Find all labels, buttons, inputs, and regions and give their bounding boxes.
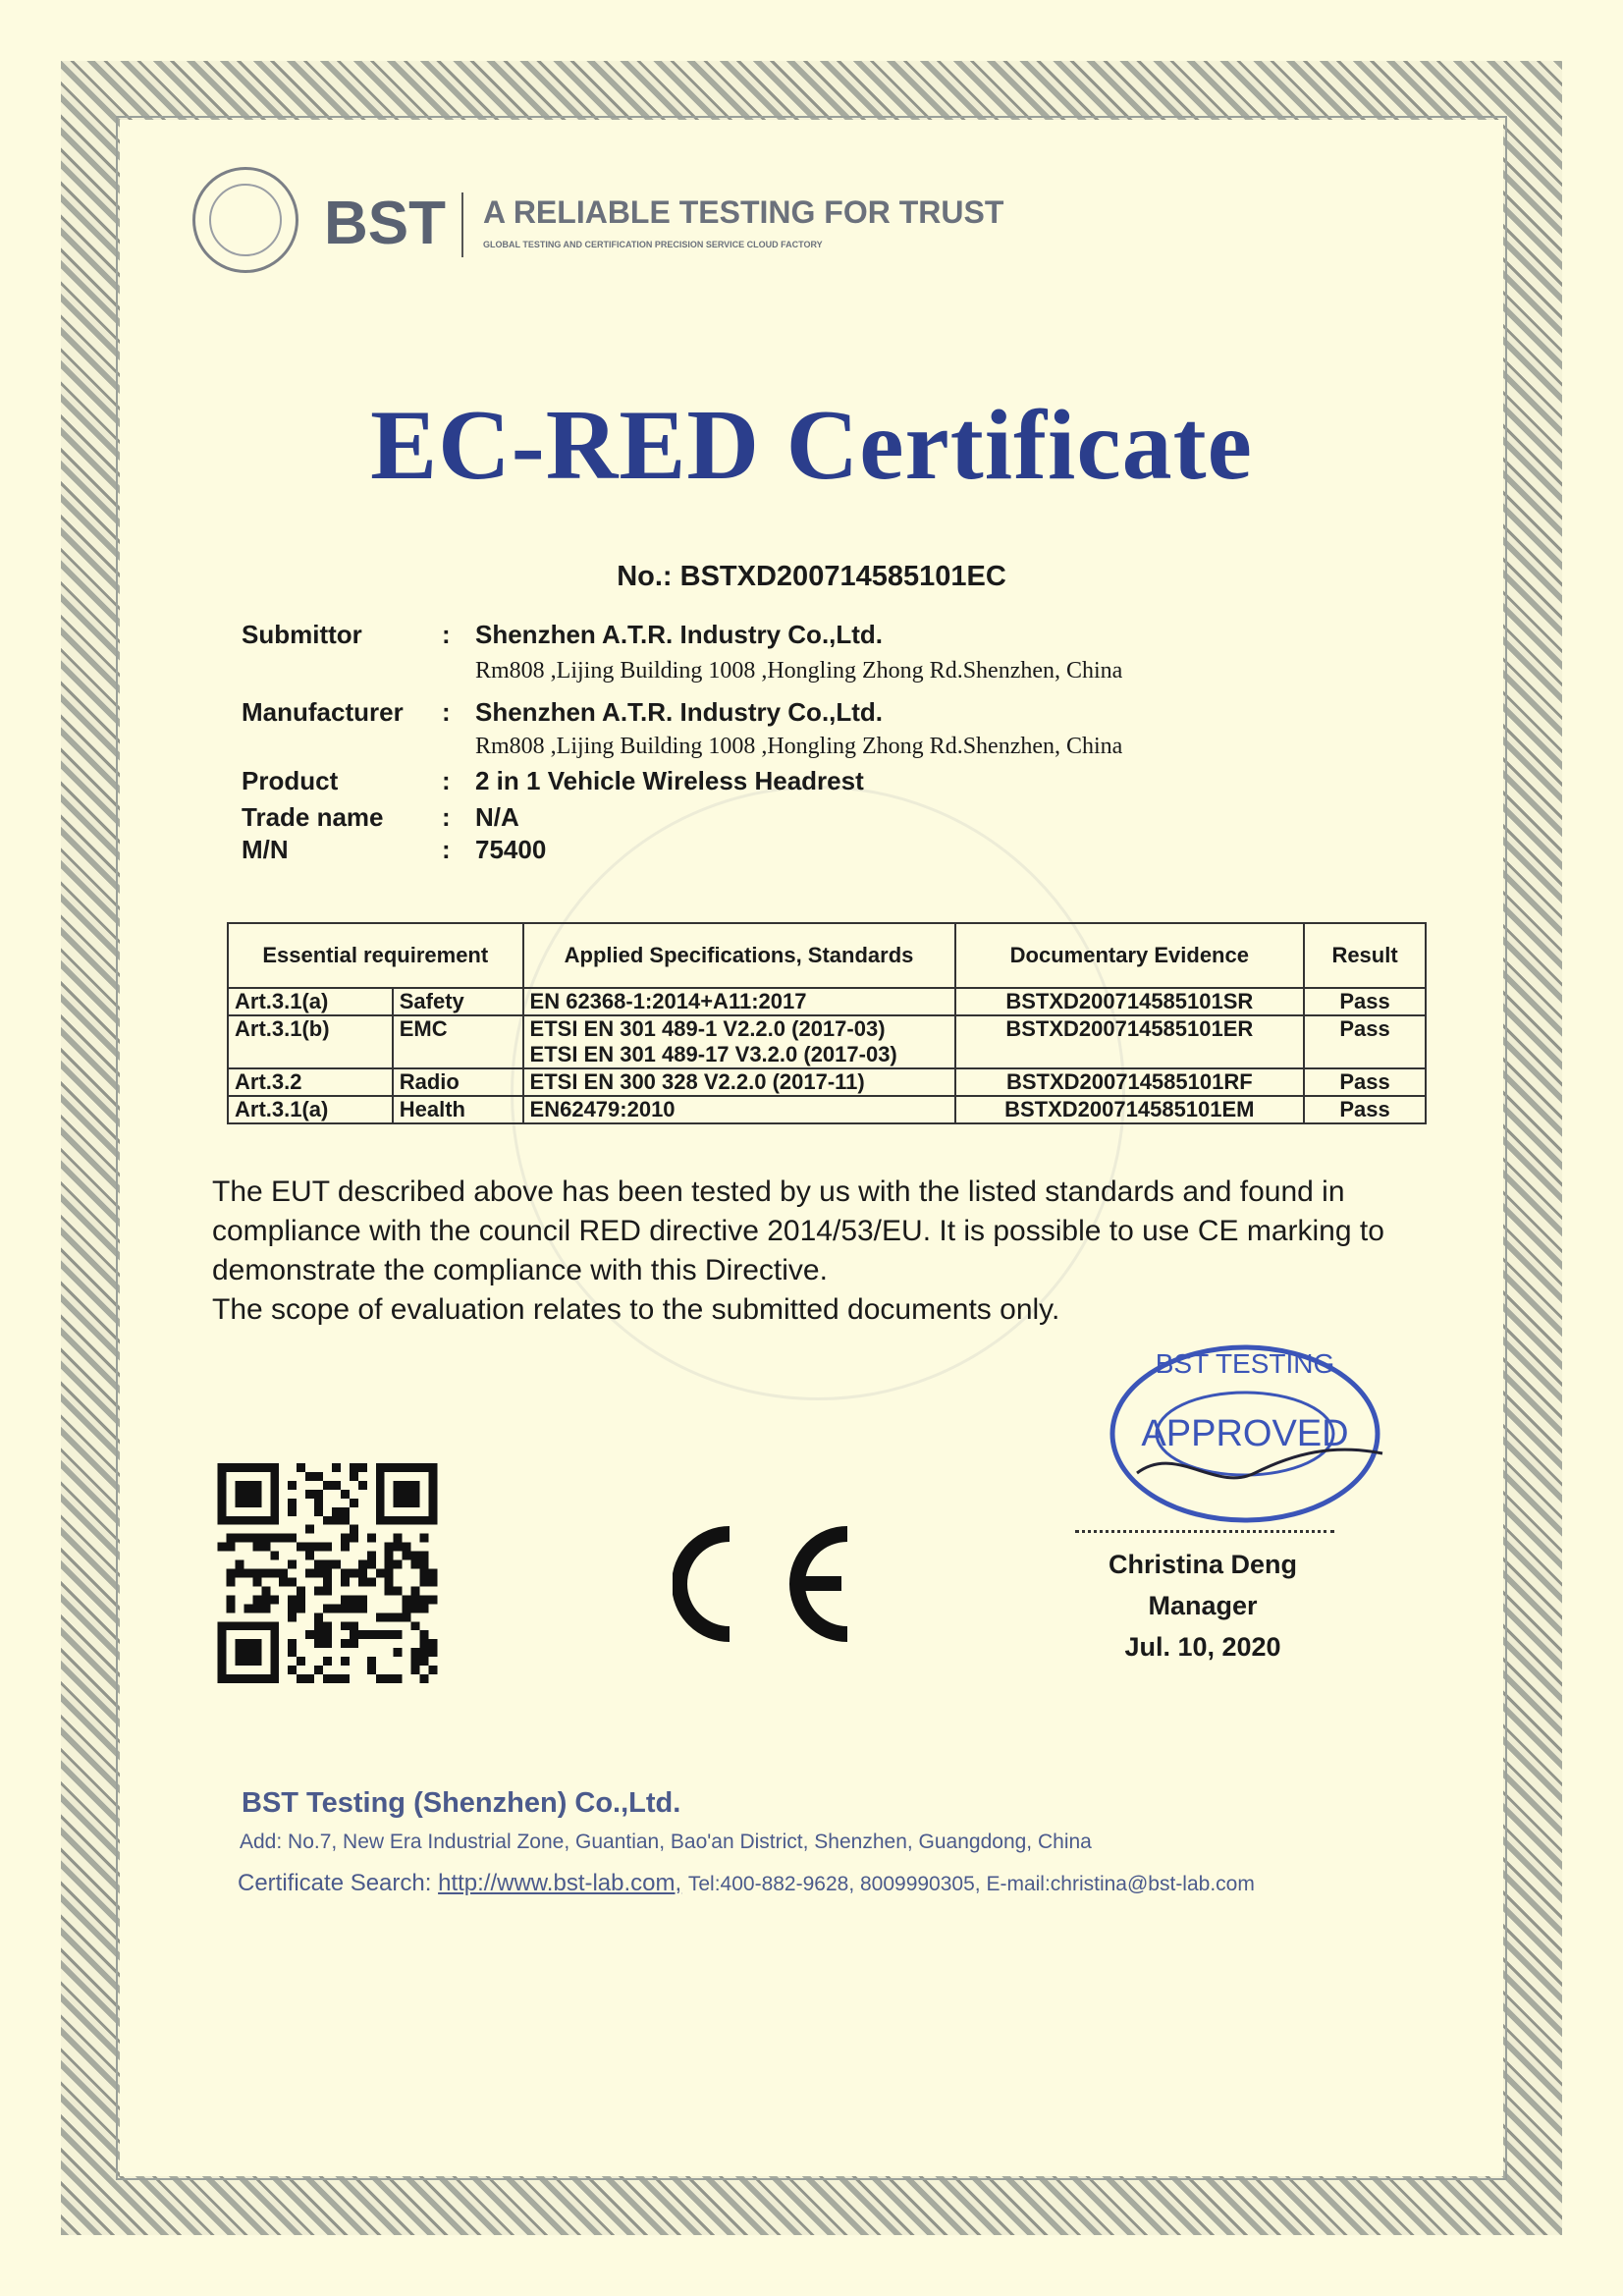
spec: EN62479:2010 — [523, 1096, 955, 1123]
header-documentary-evidence: Documentary Evidence — [955, 923, 1305, 988]
subtagline: GLOBAL TESTING AND CERTIFICATION PRECISION SERVICE CLOUD FACTORY — [483, 240, 823, 249]
signatory-name: Christina Deng — [1108, 1550, 1298, 1579]
website-link[interactable]: http://www.bst-lab.com, — [438, 1870, 682, 1896]
colon: : — [442, 697, 451, 727]
stamp-center-text: APPROVED — [1141, 1413, 1349, 1454]
signature-line — [1075, 1530, 1334, 1533]
compliance-statement — [212, 1173, 1479, 1330]
approved-stamp — [1098, 1336, 1392, 1532]
category: Safety — [393, 988, 523, 1015]
issuer-company: BST Testing (Shenzhen) Co.,Ltd. — [242, 1787, 681, 1819]
colon: : — [442, 835, 451, 864]
category: Radio — [393, 1068, 523, 1096]
manufacturer-label: Manufacturer — [242, 697, 404, 727]
evidence: BSTXD200714585101EM — [955, 1096, 1305, 1123]
spec: ETSI EN 300 328 V2.2.0 (2017-11) — [523, 1068, 955, 1096]
spec: EN 62368-1:2014+A11:2017 — [523, 988, 955, 1015]
trade-name-value: N/A — [475, 802, 519, 832]
manufacturer-value: Shenzhen A.T.R. Industry Co.,Ltd. — [475, 697, 884, 727]
table-row — [228, 1015, 1426, 1068]
article: Art.3.1(a) — [228, 988, 393, 1015]
result: Pass — [1304, 1015, 1426, 1068]
colon: : — [442, 802, 451, 832]
result: Pass — [1304, 1068, 1426, 1096]
result: Pass — [1304, 1096, 1426, 1123]
evidence: BSTXD200714585101RF — [955, 1068, 1305, 1096]
issuer-address: Add: No.7, New Era Industrial Zone, Guantian, Bao'an District, Shenzhen, Guangdong, China — [240, 1831, 1092, 1853]
article: Art.3.2 — [228, 1068, 393, 1096]
signatory-title: Manager — [1148, 1591, 1258, 1620]
submitter-label: Submittor — [242, 620, 362, 649]
submitter-address: Rm808 ,Lijing Building 1008 ,Hongling Zhong Rd.Shenzhen, China — [475, 658, 1123, 683]
mn-label: M/N — [242, 835, 289, 864]
category: Health — [393, 1096, 523, 1123]
trade-name-label: Trade name — [242, 802, 384, 832]
table-row — [228, 988, 1426, 1015]
certificate-number: No.: BSTXD200714585101EC — [617, 561, 1006, 592]
mn-value: 75400 — [475, 835, 547, 864]
ce-mark — [673, 1522, 863, 1646]
evidence: BSTXD200714585101ER — [955, 1015, 1305, 1068]
colon: : — [442, 766, 451, 795]
header-result: Result — [1304, 923, 1426, 988]
colon: : — [442, 620, 451, 649]
divider — [461, 192, 463, 257]
table-header-row — [228, 923, 1426, 988]
manufacturer-address: Rm808 ,Lijing Building 1008 ,Hongling Zhong Rd.Shenzhen, China — [475, 734, 1123, 759]
product-label: Product — [242, 766, 339, 795]
result: Pass — [1304, 988, 1426, 1015]
spec — [523, 1015, 955, 1068]
table-row — [228, 1096, 1426, 1123]
header-essential-requirement: Essential requirement — [228, 923, 523, 988]
article: Art.3.1(b) — [228, 1015, 393, 1068]
qr-code — [216, 1463, 439, 1683]
statement-text: The EUT described above has been tested by us with the listed standards and found in compliance with the council RED directive 2014/53/EU. It is possible to use CE marking to demonstrate the compliance with this Directive. — [212, 1175, 1384, 1286]
table-row — [228, 1068, 1426, 1096]
brand-logo: BST — [324, 190, 446, 257]
spec-line: ETSI EN 301 489-1 V2.2.0 (2017-03) — [529, 1016, 886, 1041]
certificate-search — [238, 1870, 1255, 1897]
certificate-date: Jul. 10, 2020 — [1124, 1632, 1281, 1662]
header-applied-specifications: Applied Specifications, Standards — [523, 923, 955, 988]
requirements-table — [227, 922, 1427, 1124]
tagline: A RELIABLE TESTING FOR TRUST — [483, 194, 1004, 230]
stamp-top-text: BST TESTING — [1155, 1348, 1335, 1379]
category: EMC — [393, 1015, 523, 1068]
certificate-title: EC-RED Certificate — [370, 390, 1253, 501]
scope-text: The scope of evaluation relates to the submitted documents only. — [212, 1293, 1060, 1326]
article: Art.3.1(a) — [228, 1096, 393, 1123]
submitter-value: Shenzhen A.T.R. Industry Co.,Ltd. — [475, 620, 884, 649]
evidence: BSTXD200714585101SR — [955, 988, 1305, 1015]
spec-line: ETSI EN 301 489-17 V3.2.0 (2017-03) — [529, 1042, 897, 1066]
product-value: 2 in 1 Vehicle Wireless Headrest — [475, 766, 864, 795]
search-label: Certificate Search: — [238, 1870, 432, 1896]
contact-info: Tel:400-882-9628, 8009990305, E-mail:christina@bst-lab.com — [687, 1873, 1255, 1895]
bst-seal-logo — [192, 167, 298, 273]
